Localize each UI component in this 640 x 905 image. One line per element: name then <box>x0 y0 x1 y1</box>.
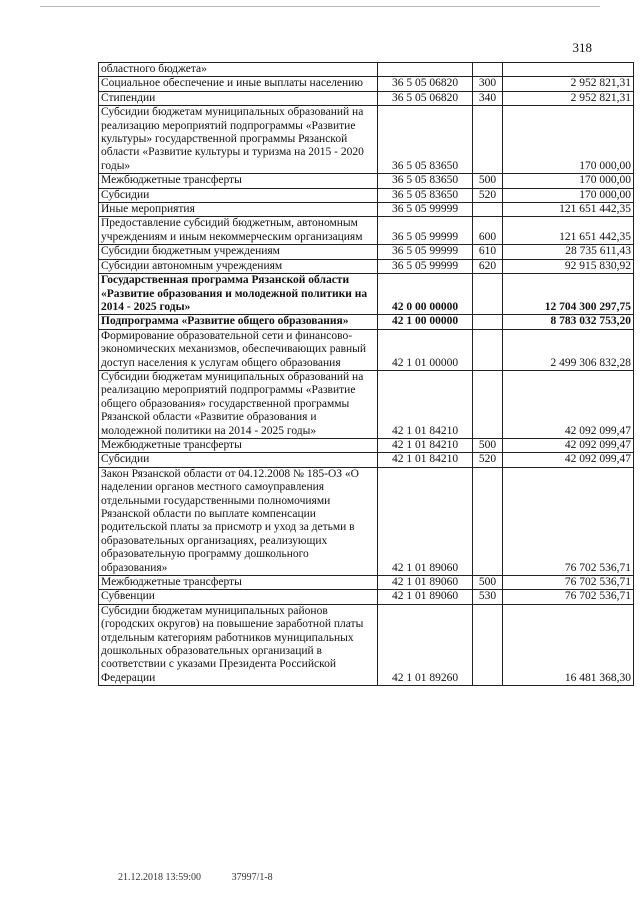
table-row <box>99 438 634 452</box>
table-row <box>99 315 634 329</box>
row-name: Межбюджетные трансферты <box>99 174 378 188</box>
row-name: Субсидии <box>99 453 378 467</box>
row-code: 42 1 01 89060 <box>378 467 473 575</box>
footer <box>118 872 301 883</box>
row-amount: 8 783 032 753,20 <box>503 315 634 329</box>
row-expense-type <box>473 203 503 217</box>
table-row <box>99 217 634 245</box>
row-name: Субсидии <box>99 188 378 202</box>
row-code: 36 5 05 83650 <box>378 106 473 174</box>
table-row <box>99 77 634 91</box>
table-row <box>99 174 634 188</box>
row-expense-type: 530 <box>473 590 503 604</box>
row-code: 36 5 05 99999 <box>378 217 473 245</box>
row-amount: 28 735 611,43 <box>503 245 634 259</box>
row-code: 42 1 01 89060 <box>378 590 473 604</box>
row-code: 42 1 01 00000 <box>378 329 473 370</box>
row-code: 36 5 05 99999 <box>378 203 473 217</box>
row-expense-type: 520 <box>473 188 503 202</box>
row-expense-type: 500 <box>473 174 503 188</box>
row-name: Субсидии бюджетам муниципальных районов (городских округов) на повышение заработной платы отдельным категориям работников муниципальных дошкольных образовательных организаций в соответствии с указами Президента Российской Федерации <box>99 604 378 685</box>
row-expense-type: 610 <box>473 245 503 259</box>
row-name: Предоставление субсидий бюджетным, автономным учреждениям и иным некоммерческим организациям <box>99 217 378 245</box>
row-amount: 121 651 442,35 <box>503 203 634 217</box>
row-amount: 16 481 368,30 <box>503 604 634 685</box>
row-code: 42 0 00 00000 <box>378 274 473 315</box>
row-expense-type: 620 <box>473 259 503 273</box>
row-code: 42 1 01 89060 <box>378 576 473 590</box>
footer-doc-id: 37997/1-8 <box>231 872 273 883</box>
row-amount: 2 952 821,31 <box>503 91 634 105</box>
row-amount: 2 952 821,31 <box>503 77 634 91</box>
table-row <box>99 63 634 77</box>
row-name: Межбюджетные трансферты <box>99 576 378 590</box>
row-amount: 76 702 536,71 <box>503 467 634 575</box>
row-amount: 42 092 099,47 <box>503 453 634 467</box>
row-expense-type: 520 <box>473 453 503 467</box>
row-name: Государственная программа Рязанской области «Развитие образования и молодежной политики на 2014 - 2025 годы» <box>99 274 378 315</box>
scan-edge-line <box>40 6 600 7</box>
row-amount: 76 702 536,71 <box>503 576 634 590</box>
row-expense-type <box>473 63 503 77</box>
row-code: 42 1 01 84210 <box>378 370 473 438</box>
row-name: Подпрограмма «Развитие общего образования» <box>99 315 378 329</box>
table-row <box>99 274 634 315</box>
row-amount <box>503 63 634 77</box>
table-row <box>99 91 634 105</box>
row-code: 42 1 01 89260 <box>378 604 473 685</box>
table-row <box>99 259 634 273</box>
row-code: 36 5 05 99999 <box>378 245 473 259</box>
row-code: 36 5 05 06820 <box>378 91 473 105</box>
table-row <box>99 188 634 202</box>
row-code: 36 5 05 83650 <box>378 174 473 188</box>
row-name: Стипендии <box>99 91 378 105</box>
row-expense-type: 500 <box>473 438 503 452</box>
row-amount: 42 092 099,47 <box>503 438 634 452</box>
row-expense-type: 600 <box>473 217 503 245</box>
table-row <box>99 370 634 438</box>
row-name: Иные мероприятия <box>99 203 378 217</box>
table-row <box>99 604 634 685</box>
row-amount: 76 702 536,71 <box>503 590 634 604</box>
row-expense-type: 300 <box>473 77 503 91</box>
row-expense-type: 340 <box>473 91 503 105</box>
page-number: 318 <box>572 40 592 55</box>
budget-table-body <box>99 63 634 686</box>
row-amount: 2 499 306 832,28 <box>503 329 634 370</box>
row-name: Формирование образовательной сети и финансово-экономических механизмов, обеспечивающих равный доступ населения к услугам общего образования <box>99 329 378 370</box>
row-code <box>378 63 473 77</box>
row-name: областного бюджета» <box>99 63 378 77</box>
row-name: Субсидии бюджетным учреждениям <box>99 245 378 259</box>
table-row <box>99 245 634 259</box>
table-row <box>99 453 634 467</box>
table-row <box>99 576 634 590</box>
row-amount: 170 000,00 <box>503 188 634 202</box>
row-expense-type <box>473 604 503 685</box>
row-expense-type <box>473 329 503 370</box>
budget-table <box>98 62 634 686</box>
row-amount: 170 000,00 <box>503 106 634 174</box>
row-name: Субсидии бюджетам муниципальных образований на реализацию мероприятий подпрограммы «Развитие культуры» государственной программы Рязанской области «Развитие культуры и туризма на 2015 - 2020 годы» <box>99 106 378 174</box>
table-row <box>99 467 634 575</box>
row-name: Субвенции <box>99 590 378 604</box>
row-code: 42 1 00 00000 <box>378 315 473 329</box>
row-name: Субсидии автономным учреждениям <box>99 259 378 273</box>
row-amount: 121 651 442,35 <box>503 217 634 245</box>
table-row <box>99 590 634 604</box>
row-code: 42 1 01 84210 <box>378 453 473 467</box>
row-expense-type: 500 <box>473 576 503 590</box>
row-amount: 92 915 830,92 <box>503 259 634 273</box>
row-amount: 170 000,00 <box>503 174 634 188</box>
row-expense-type <box>473 370 503 438</box>
row-amount: 12 704 300 297,75 <box>503 274 634 315</box>
row-code: 36 5 05 06820 <box>378 77 473 91</box>
row-expense-type <box>473 467 503 575</box>
row-name: Закон Рязанской области от 04.12.2008 № 185-ОЗ «О наделении органов местного самоуправления отдельными государственными полномочиями Рязанской области по выплате компенсации родительской платы за присмотр и уход за детьми в образовательных организациях, реализующих образовательную программу дошкольного образования» <box>99 467 378 575</box>
row-expense-type <box>473 315 503 329</box>
table-row <box>99 106 634 174</box>
row-code: 42 1 01 84210 <box>378 438 473 452</box>
table-row <box>99 329 634 370</box>
row-code: 36 5 05 99999 <box>378 259 473 273</box>
row-name: Социальное обеспечение и иные выплаты населению <box>99 77 378 91</box>
row-code: 36 5 05 83650 <box>378 188 473 202</box>
footer-timestamp: 21.12.2018 13:59:00 <box>118 872 202 883</box>
table-row <box>99 203 634 217</box>
row-amount: 42 092 099,47 <box>503 370 634 438</box>
row-name: Межбюджетные трансферты <box>99 438 378 452</box>
row-expense-type <box>473 106 503 174</box>
row-expense-type <box>473 274 503 315</box>
row-name: Субсидии бюджетам муниципальных образований на реализацию мероприятий подпрограммы «Развитие общего образования» государственной программы Рязанской области «Развитие образования и молодежной политики на 2014 - 2025 годы» <box>99 370 378 438</box>
